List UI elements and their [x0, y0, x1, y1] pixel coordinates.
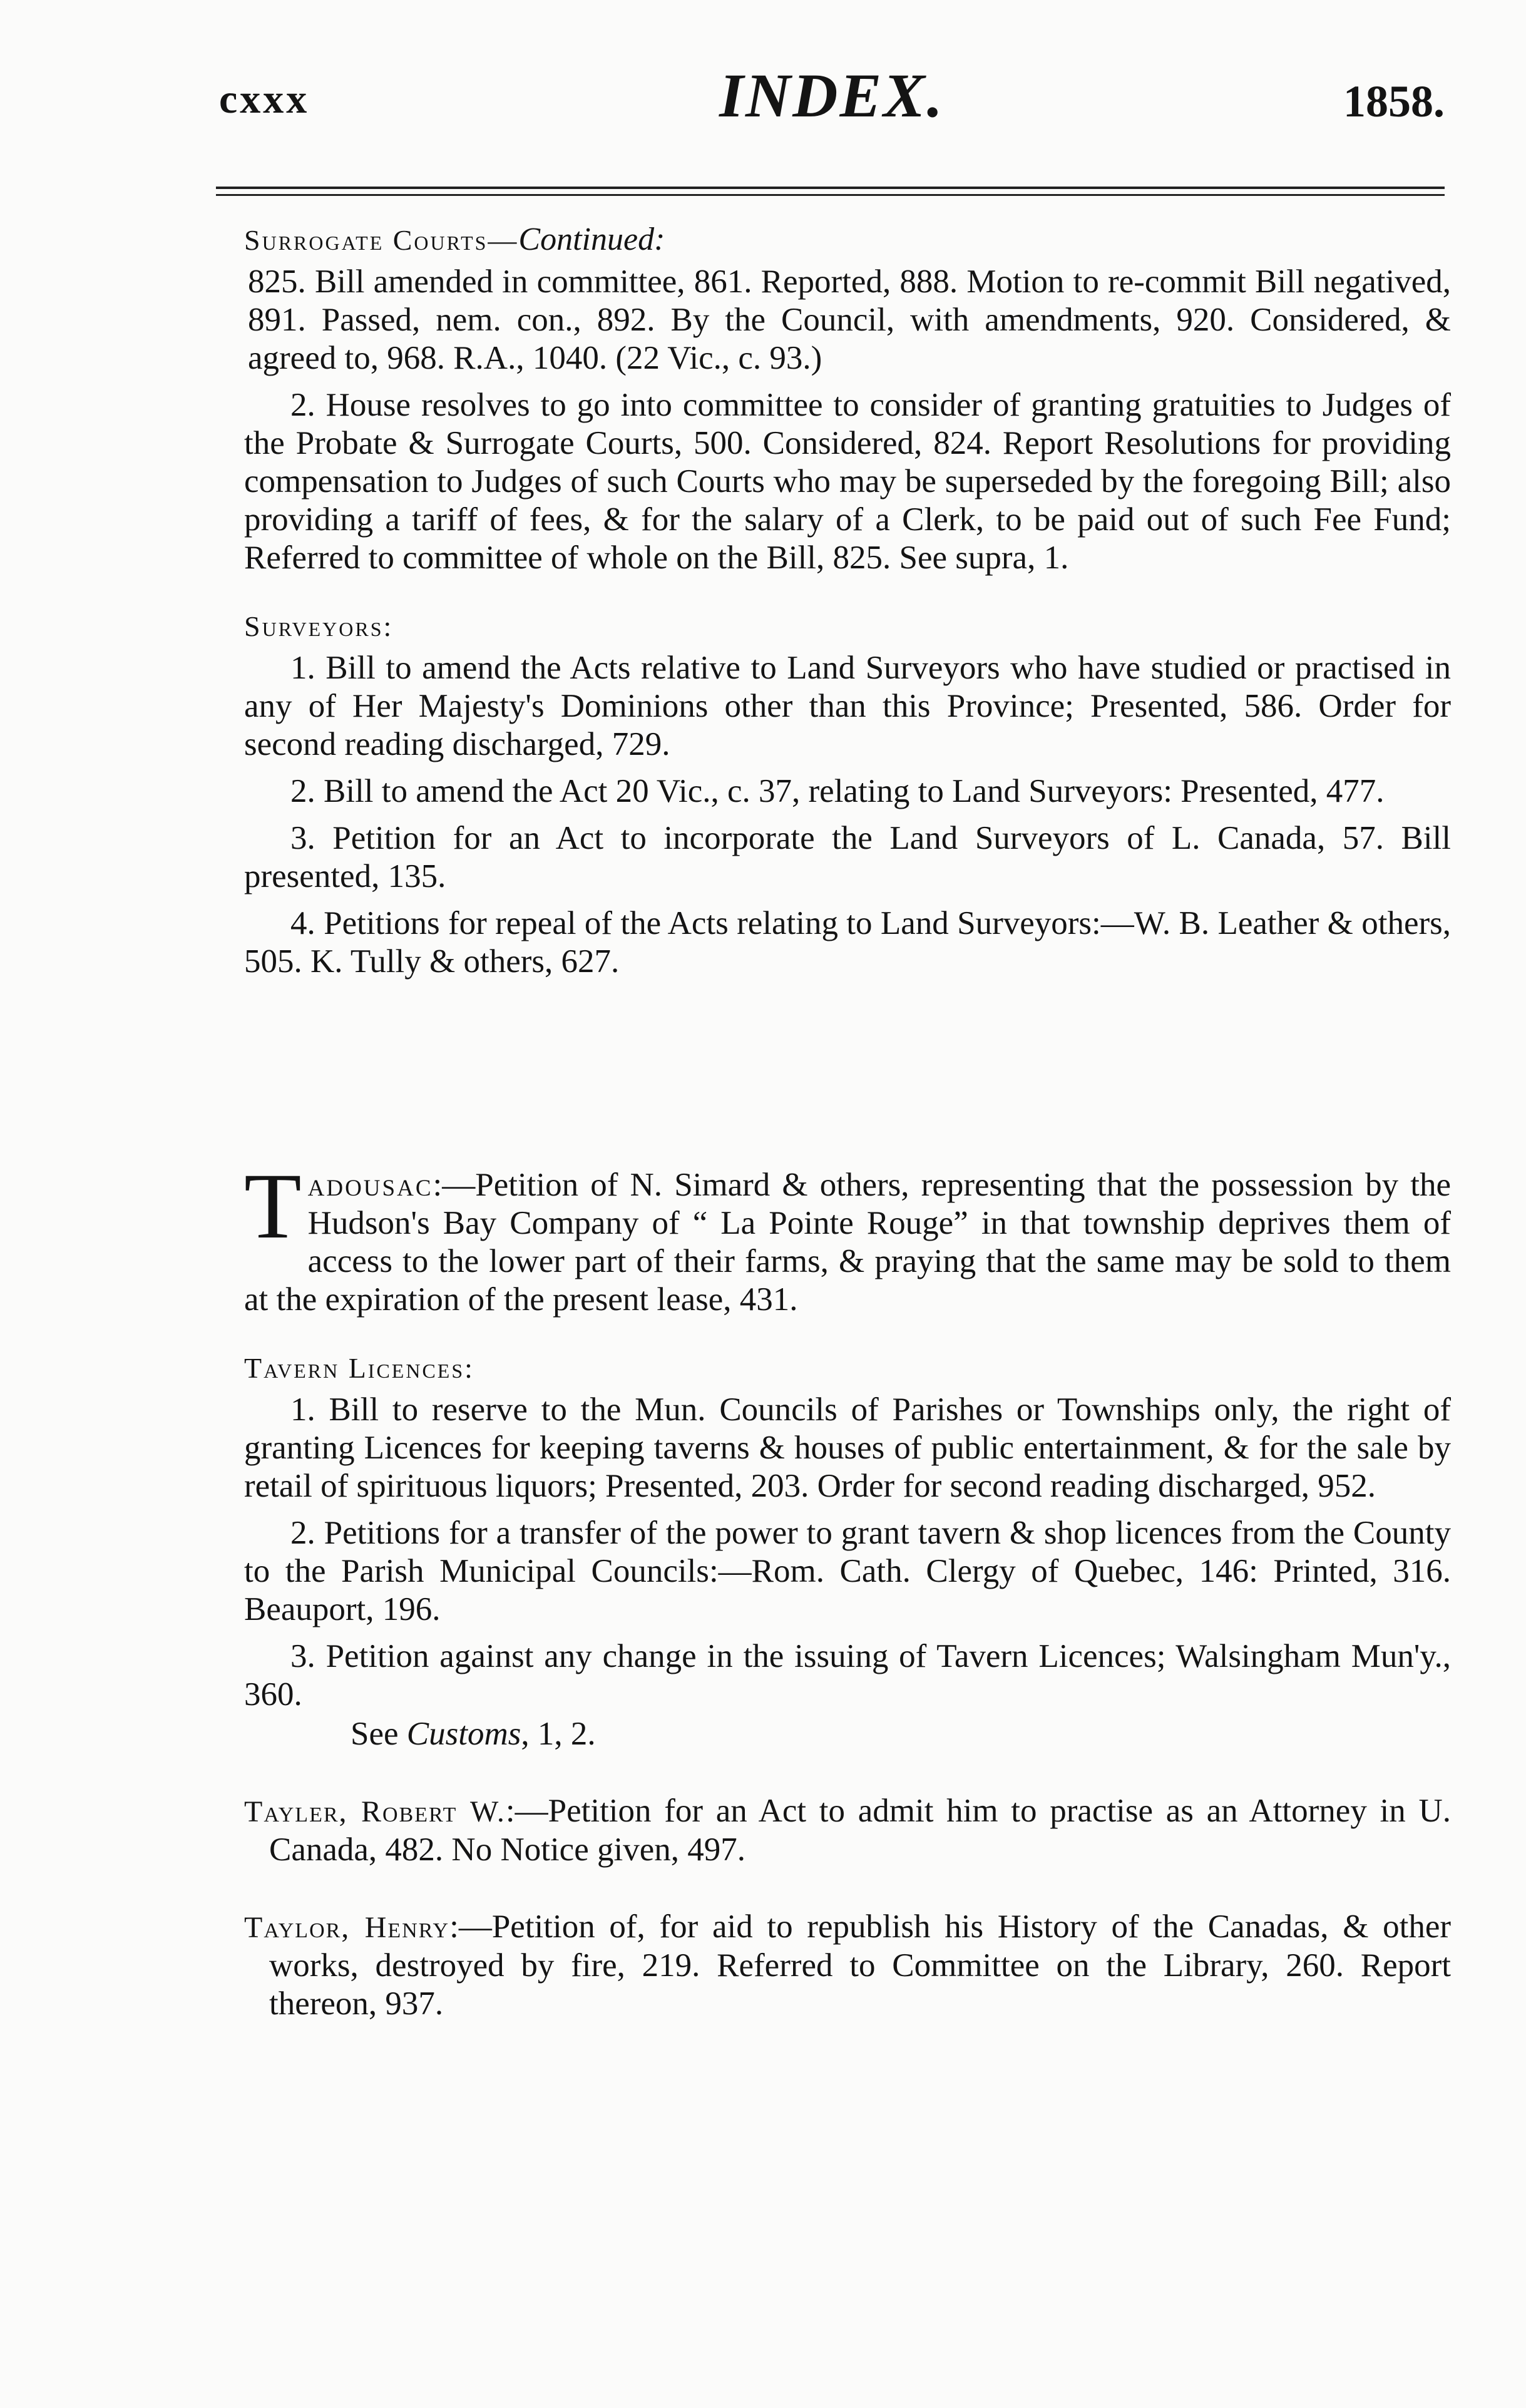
index-paragraph: 2. Petitions for a transfer of the power to grant tavern & shop licences from the County to the Parish Municipal Councils:—Rom. Cath. Clergy of Quebec, 146: Printed, 316. Beauport, 196. — [244, 1515, 1451, 1627]
entry-name: Taylor, Henry — [244, 1911, 450, 1944]
index-paragraph: 2. House resolves to go into committee to consider of granting gratuities to Judges of the Probate & Surrogate Courts, 500. Considered, 824. Report Resolutions for providing compensation to Judges of such Courts who may be superseded by the foregoing Bill; also providing a tariff of fees, & for the salary of a Clerk, to be paid out of such Fee Fund; Referred to committee of whole on the Bill, 825. See supra, 1. — [244, 387, 1451, 576]
entry-text: :—Petition of N. Simard & others, representing that the possession by the Hudson's Bay Company of “ La Pointe Rouge” in that township deprives them of access to the lower part of their farms, & praying that the same may be sold to them at the expiration of the present lease, 431. — [244, 1167, 1451, 1318]
section-heading: Surveyors: — [244, 610, 394, 642]
section-surveyors — [244, 607, 1451, 981]
entry-taylor — [244, 1908, 1451, 2023]
index-paragraph — [244, 1154, 1451, 1319]
header-rule-bottom — [216, 194, 1445, 196]
section-heading: Tavern Licences: — [244, 1352, 474, 1384]
index-paragraph — [244, 1792, 1451, 1869]
drop-cap: T — [244, 1154, 302, 1258]
index-paragraph: 3. Petition against any change in the issuing of Tavern Licences; Walsingham Mun'y., 360. — [244, 1638, 1451, 1713]
index-paragraph: 1. Bill to reserve to the Mun. Councils of Parishes or Townships only, the right of granting Licences for keeping taverns & houses of public entertainment, & for the sale by retail of spirituous liquors; Presented, 203. Order for second reading discharged, 952. — [244, 1391, 1451, 1504]
entry-tayler — [244, 1792, 1451, 1869]
entry-text: :—Petition for an Act to admit him to practise as an Attorney in U. Canada, 482. No Notice given, 497. — [269, 1793, 1451, 1868]
section-heading: Surrogate Courts—Continued: — [244, 222, 665, 257]
index-paragraph: 825. Bill amended in committee, 861. Reported, 888. Motion to re-commit Bill negatived, 891. Passed, nem. con., 892. By the Council, with amendments, 920. Considered, & agreed to, 968. R.A., 1040. (22 Vic., c. 93.) — [248, 264, 1451, 376]
index-paragraph — [244, 1908, 1451, 2023]
header-year: 1858. — [1343, 76, 1445, 126]
index-body — [244, 220, 1451, 2023]
index-paragraph: 2. Bill to amend the Act 20 Vic., c. 37, relating to Land Surveyors: Presented, 477. — [290, 773, 1385, 809]
page-title: INDEX. — [719, 61, 945, 130]
running-header — [219, 59, 1445, 128]
section-tavern-licences — [244, 1349, 1451, 1753]
header-rule-top — [216, 187, 1445, 189]
entry-lead: adousac — [307, 1167, 433, 1203]
section-surrogate-courts — [244, 220, 1451, 577]
entry-text: :—Petition of, for aid to republish his History of the Canadas, & other works, destroyed by fire, 219. Referred to Committee on the Library, 260. Report thereon, 937. — [269, 1908, 1452, 2022]
index-paragraph: 3. Petition for an Act to incorporate the Land Surveyors of L. Canada, 57. Bill presented, 135. — [244, 820, 1451, 894]
see-reference: See Customs, 1, 2. — [351, 1716, 596, 1752]
entry-tadousac — [244, 1154, 1451, 1319]
index-paragraph: 4. Petitions for repeal of the Acts relating to Land Surveyors:—W. B. Leather & others, 505. K. Tully & others, 627. — [244, 905, 1451, 980]
page-number: cxxx — [219, 76, 310, 122]
index-paragraph: 1. Bill to amend the Acts relative to Land Surveyors who have studied or practised in any of Her Majesty's Dominions other than this Province; Presented, 586. Order for second reading discharged, 729. — [244, 650, 1451, 762]
entry-name: Tayler, Robert W. — [244, 1795, 506, 1828]
